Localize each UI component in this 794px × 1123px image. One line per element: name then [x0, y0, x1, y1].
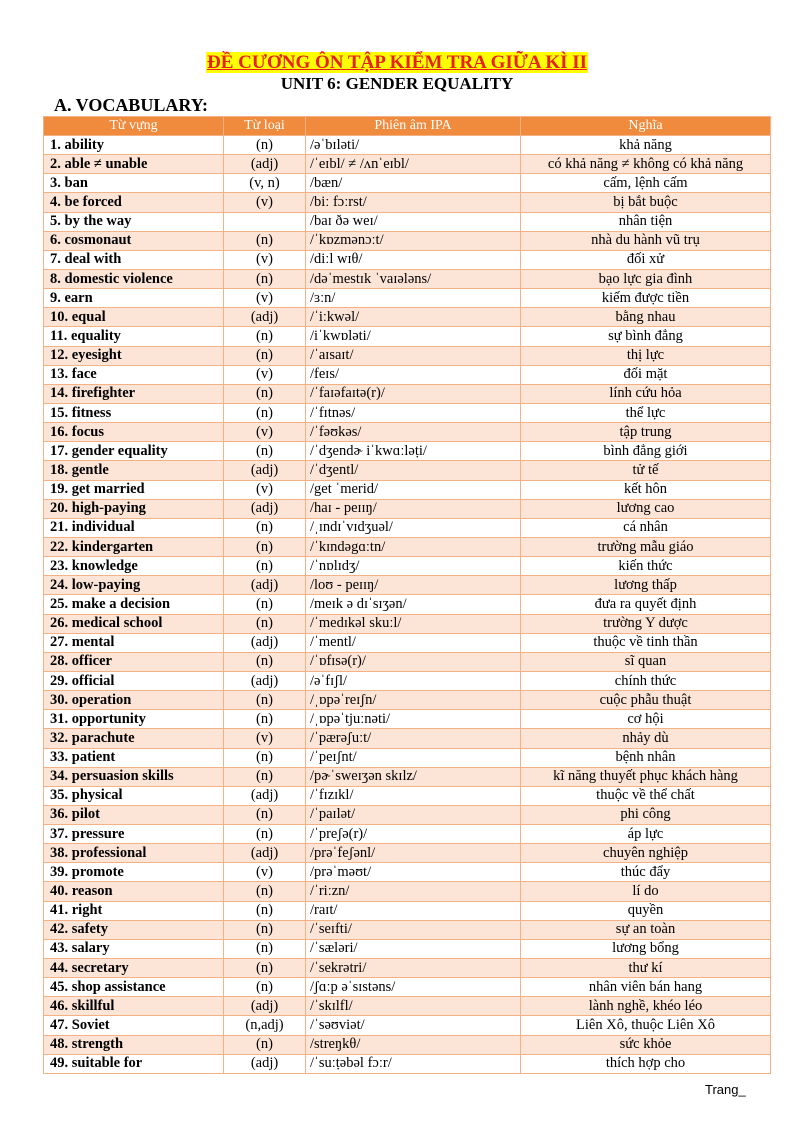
- table-row: [44, 671, 771, 690]
- section-heading: A. VOCABULARY:: [54, 95, 209, 115]
- meaning: sự an toàn: [521, 920, 771, 939]
- ipa-transcription: /bæn/: [306, 174, 521, 193]
- vocab-word: 49. suitable for: [44, 1054, 224, 1073]
- vocab-word: 40. reason: [44, 882, 224, 901]
- table-row: [44, 174, 771, 193]
- ipa-transcription: /ˈsekrətri/: [306, 959, 521, 978]
- part-of-speech: (n): [224, 901, 306, 920]
- vocab-word: 32. parachute: [44, 729, 224, 748]
- ipa-transcription: /ˈseɪfti/: [306, 920, 521, 939]
- table-row: [44, 748, 771, 767]
- part-of-speech: (n): [224, 767, 306, 786]
- meaning: trường mẫu giáo: [521, 537, 771, 556]
- table-row: [44, 423, 771, 442]
- column-header-ipa: Phiên âm IPA: [306, 117, 521, 136]
- meaning: lí do: [521, 882, 771, 901]
- table-row: [44, 939, 771, 958]
- ipa-transcription: /ʃɑːp əˈsɪstəns/: [306, 978, 521, 997]
- table-row: [44, 978, 771, 997]
- table-row: [44, 595, 771, 614]
- table-row: [44, 193, 771, 212]
- part-of-speech: (n): [224, 537, 306, 556]
- vocab-word: 27. mental: [44, 633, 224, 652]
- table-row: [44, 825, 771, 844]
- part-of-speech: (n): [224, 805, 306, 824]
- unit-subtitle: UNIT 6: GENDER EQUALITY: [280, 74, 514, 93]
- meaning: tử tế: [521, 461, 771, 480]
- vocab-word: 28. officer: [44, 652, 224, 671]
- meaning: nhà du hành vũ trụ: [521, 231, 771, 250]
- part-of-speech: (adj): [224, 576, 306, 595]
- part-of-speech: (n): [224, 652, 306, 671]
- table-row: [44, 882, 771, 901]
- meaning: sĩ quan: [521, 652, 771, 671]
- meaning: thuộc về thể chất: [521, 786, 771, 805]
- table-row: [44, 557, 771, 576]
- meaning: thích hợp cho: [521, 1054, 771, 1073]
- meaning: áp lực: [521, 825, 771, 844]
- vocab-word: 31. opportunity: [44, 710, 224, 729]
- table-row: [44, 212, 771, 231]
- part-of-speech: (n): [224, 825, 306, 844]
- vocab-word: 45. shop assistance: [44, 978, 224, 997]
- vocab-word: 37. pressure: [44, 825, 224, 844]
- part-of-speech: (v): [224, 423, 306, 442]
- vocabulary-table-body: [44, 136, 771, 1074]
- meaning: khả năng: [521, 136, 771, 155]
- vocab-word: 11. equality: [44, 327, 224, 346]
- ipa-transcription: /meɪk ə dɪˈsɪʒən/: [306, 595, 521, 614]
- column-header-pos: Từ loại: [224, 117, 306, 136]
- document-title-text: ĐỀ CƯƠNG ÔN TẬP KIỂM TRA GIỮA KÌ II: [206, 52, 588, 73]
- part-of-speech: (adj): [224, 308, 306, 327]
- meaning: chuyên nghiệp: [521, 844, 771, 863]
- table-row: [44, 997, 771, 1016]
- part-of-speech: (v): [224, 480, 306, 499]
- vocab-word: 24. low-paying: [44, 576, 224, 595]
- meaning: nhân tiện: [521, 212, 771, 231]
- meaning: lương thấp: [521, 576, 771, 595]
- vocab-word: 36. pilot: [44, 805, 224, 824]
- ipa-transcription: /ˈdʒentl/: [306, 461, 521, 480]
- table-row: [44, 729, 771, 748]
- meaning: kĩ năng thuyết phục khách hàng: [521, 767, 771, 786]
- table-row: [44, 403, 771, 422]
- ipa-transcription: /pɚˈsweɪʒən skɪlz/: [306, 767, 521, 786]
- part-of-speech: (adj): [224, 844, 306, 863]
- table-row: [44, 480, 771, 499]
- meaning: tập trung: [521, 423, 771, 442]
- part-of-speech: (v): [224, 193, 306, 212]
- part-of-speech: (n,adj): [224, 1016, 306, 1035]
- part-of-speech: (n): [224, 691, 306, 710]
- part-of-speech: (n): [224, 136, 306, 155]
- ipa-transcription: /haɪ - peɪɪŋ/: [306, 499, 521, 518]
- part-of-speech: (v): [224, 863, 306, 882]
- table-row: [44, 346, 771, 365]
- ipa-transcription: /ˈiːkwəl/: [306, 308, 521, 327]
- meaning: đưa ra quyết định: [521, 595, 771, 614]
- part-of-speech: (v): [224, 365, 306, 384]
- ipa-transcription: /ˈkɪndəgɑːtn/: [306, 537, 521, 556]
- ipa-transcription: /ˈkɒzmənɔːt/: [306, 231, 521, 250]
- vocab-word: 29. official: [44, 671, 224, 690]
- vocab-word: 42. safety: [44, 920, 224, 939]
- part-of-speech: (n): [224, 882, 306, 901]
- ipa-transcription: /prəˈfeʃənl/: [306, 844, 521, 863]
- meaning: nhân viên bán hang: [521, 978, 771, 997]
- table-row: [44, 499, 771, 518]
- ipa-transcription: /ˈmentl/: [306, 633, 521, 652]
- meaning: bệnh nhân: [521, 748, 771, 767]
- meaning: bình đẳng giới: [521, 442, 771, 461]
- vocab-word: 8. domestic violence: [44, 269, 224, 288]
- meaning: bị bắt buộc: [521, 193, 771, 212]
- meaning: bạo lực gia đình: [521, 269, 771, 288]
- table-row: [44, 633, 771, 652]
- table-row: [44, 384, 771, 403]
- vocab-word: 10. equal: [44, 308, 224, 327]
- vocab-word: 20. high-paying: [44, 499, 224, 518]
- part-of-speech: (n): [224, 557, 306, 576]
- table-row: [44, 327, 771, 346]
- table-row: [44, 250, 771, 269]
- meaning: nhảy dù: [521, 729, 771, 748]
- table-row: [44, 518, 771, 537]
- vocab-word: 16. focus: [44, 423, 224, 442]
- table-row: [44, 767, 771, 786]
- vocab-word: 7. deal with: [44, 250, 224, 269]
- meaning: cơ hội: [521, 710, 771, 729]
- vocab-word: 25. make a decision: [44, 595, 224, 614]
- ipa-transcription: /ˌɒpəˈreɪʃn/: [306, 691, 521, 710]
- meaning: thể lực: [521, 403, 771, 422]
- part-of-speech: (n): [224, 595, 306, 614]
- part-of-speech: (n): [224, 327, 306, 346]
- part-of-speech: (n): [224, 614, 306, 633]
- ipa-transcription: /get ˈmerid/: [306, 480, 521, 499]
- vocab-word: 26. medical school: [44, 614, 224, 633]
- page-number-label: Trang_: [705, 1082, 746, 1097]
- part-of-speech: (n): [224, 346, 306, 365]
- part-of-speech: (n): [224, 442, 306, 461]
- vocab-word: 34. persuasion skills: [44, 767, 224, 786]
- ipa-transcription: /ˈfəʊkəs/: [306, 423, 521, 442]
- ipa-transcription: /ˈaɪsaɪt/: [306, 346, 521, 365]
- vocab-word: 12. eyesight: [44, 346, 224, 365]
- table-row: [44, 1016, 771, 1035]
- vocab-word: 19. get married: [44, 480, 224, 499]
- ipa-transcription: /baɪ ðə weɪ/: [306, 212, 521, 231]
- part-of-speech: (n): [224, 403, 306, 422]
- table-row: [44, 308, 771, 327]
- meaning: kiếm được tiền: [521, 289, 771, 308]
- part-of-speech: (n): [224, 920, 306, 939]
- ipa-transcription: /ɜːn/: [306, 289, 521, 308]
- ipa-transcription: /ˈsəʊviət/: [306, 1016, 521, 1035]
- table-row: [44, 231, 771, 250]
- vocab-word: 4. be forced: [44, 193, 224, 212]
- part-of-speech: (v): [224, 289, 306, 308]
- column-header-word: Từ vựng: [44, 117, 224, 136]
- vocab-word: 30. operation: [44, 691, 224, 710]
- part-of-speech: (n): [224, 269, 306, 288]
- ipa-transcription: /ˈdʒendɚ iˈkwɑːləṭi/: [306, 442, 521, 461]
- vocab-word: 1. ability: [44, 136, 224, 155]
- part-of-speech: (n): [224, 518, 306, 537]
- meaning: thúc đẩy: [521, 863, 771, 882]
- meaning: cuộc phẫu thuật: [521, 691, 771, 710]
- ipa-transcription: /ˈnɒlɪdʒ/: [306, 557, 521, 576]
- vocab-word: 9. earn: [44, 289, 224, 308]
- ipa-transcription: /biː fɔːrst/: [306, 193, 521, 212]
- part-of-speech: (adj): [224, 499, 306, 518]
- ipa-transcription: /ˈpeɪʃnt/: [306, 748, 521, 767]
- table-row: [44, 844, 771, 863]
- part-of-speech: (n): [224, 959, 306, 978]
- vocab-word: 17. gender equality: [44, 442, 224, 461]
- part-of-speech: (v): [224, 250, 306, 269]
- part-of-speech: (n): [224, 1035, 306, 1054]
- table-row: [44, 269, 771, 288]
- meaning: phi công: [521, 805, 771, 824]
- table-row: [44, 136, 771, 155]
- ipa-transcription: /ˈpreʃə(r)/: [306, 825, 521, 844]
- column-header-meaning: Nghĩa: [521, 117, 771, 136]
- table-row: [44, 1035, 771, 1054]
- table-row: [44, 652, 771, 671]
- ipa-transcription: /ˈmedɪkəl skuːl/: [306, 614, 521, 633]
- part-of-speech: (adj): [224, 633, 306, 652]
- table-row: [44, 576, 771, 595]
- vocab-word: 35. physical: [44, 786, 224, 805]
- part-of-speech: (v, n): [224, 174, 306, 193]
- table-row: [44, 461, 771, 480]
- meaning: kết hôn: [521, 480, 771, 499]
- meaning: thị lực: [521, 346, 771, 365]
- ipa-transcription: /diːl wɪθ/: [306, 250, 521, 269]
- ipa-transcription: /loʊ - peɪɪŋ/: [306, 576, 521, 595]
- ipa-transcription: /ˈsuːṭəbəl fɔːr/: [306, 1054, 521, 1073]
- part-of-speech: (adj): [224, 786, 306, 805]
- vocab-word: 21. individual: [44, 518, 224, 537]
- vocab-word: 22. kindergarten: [44, 537, 224, 556]
- part-of-speech: [224, 212, 306, 231]
- table-row: [44, 901, 771, 920]
- table-row: [44, 365, 771, 384]
- table-row: [44, 614, 771, 633]
- meaning: đối mặt: [521, 365, 771, 384]
- vocab-word: 43. salary: [44, 939, 224, 958]
- meaning: đối xử: [521, 250, 771, 269]
- table-row: [44, 289, 771, 308]
- ipa-transcription: /ˈfaɪəfaɪtə(r)/: [306, 384, 521, 403]
- table-row: [44, 805, 771, 824]
- part-of-speech: (n): [224, 939, 306, 958]
- vocab-word: 44. secretary: [44, 959, 224, 978]
- vocab-word: 38. professional: [44, 844, 224, 863]
- ipa-transcription: /raɪt/: [306, 901, 521, 920]
- part-of-speech: (n): [224, 231, 306, 250]
- vocab-word: 47. Soviet: [44, 1016, 224, 1035]
- vocab-word: 39. promote: [44, 863, 224, 882]
- table-row: [44, 920, 771, 939]
- table-row: [44, 537, 771, 556]
- vocab-word: 6. cosmonaut: [44, 231, 224, 250]
- ipa-transcription: /iˈkwɒləti/: [306, 327, 521, 346]
- ipa-transcription: /əˈfɪʃl/: [306, 671, 521, 690]
- vocabulary-table: [43, 116, 771, 1074]
- vocab-word: 15. fitness: [44, 403, 224, 422]
- meaning: thuộc về tinh thần: [521, 633, 771, 652]
- ipa-transcription: /ˈɒfɪsə(r)/: [306, 652, 521, 671]
- meaning: quyền: [521, 901, 771, 920]
- meaning: Liên Xô, thuộc Liên Xô: [521, 1016, 771, 1035]
- part-of-speech: (adj): [224, 1054, 306, 1073]
- table-row: [44, 155, 771, 174]
- meaning: thư kí: [521, 959, 771, 978]
- table-row: [44, 786, 771, 805]
- ipa-transcription: /ˈfɪtnəs/: [306, 403, 521, 422]
- meaning: cá nhân: [521, 518, 771, 537]
- vocab-word: 3. ban: [44, 174, 224, 193]
- ipa-transcription: /feɪs/: [306, 365, 521, 384]
- table-header-row: [44, 117, 771, 136]
- meaning: lành nghề, khéo léo: [521, 997, 771, 1016]
- vocab-word: 33. patient: [44, 748, 224, 767]
- meaning: cấm, lệnh cấm: [521, 174, 771, 193]
- ipa-transcription: /dəˈmestɪk ˈvaɪələns/: [306, 269, 521, 288]
- ipa-transcription: /prəˈməʊt/: [306, 863, 521, 882]
- meaning: có khả năng ≠ không có khả năng: [521, 155, 771, 174]
- ipa-transcription: /ˈskɪlfl/: [306, 997, 521, 1016]
- ipa-transcription: /ˈriːzn/: [306, 882, 521, 901]
- part-of-speech: (n): [224, 748, 306, 767]
- meaning: chính thức: [521, 671, 771, 690]
- part-of-speech: (adj): [224, 461, 306, 480]
- part-of-speech: (adj): [224, 155, 306, 174]
- part-of-speech: (adj): [224, 671, 306, 690]
- table-row: [44, 710, 771, 729]
- meaning: lương cao: [521, 499, 771, 518]
- ipa-transcription: /ˌɪndɪˈvɪdʒuəl/: [306, 518, 521, 537]
- ipa-transcription: /ˌɒpəˈtjuːnəti/: [306, 710, 521, 729]
- meaning: bằng nhau: [521, 308, 771, 327]
- vocab-word: 46. skillful: [44, 997, 224, 1016]
- meaning: kiến thức: [521, 557, 771, 576]
- part-of-speech: (n): [224, 384, 306, 403]
- meaning: sức khỏe: [521, 1035, 771, 1054]
- vocab-word: 13. face: [44, 365, 224, 384]
- table-row: [44, 442, 771, 461]
- meaning: lương bổng: [521, 939, 771, 958]
- vocab-word: 41. right: [44, 901, 224, 920]
- part-of-speech: (n): [224, 978, 306, 997]
- meaning: sự bình đẳng: [521, 327, 771, 346]
- table-row: [44, 691, 771, 710]
- meaning: lính cứu hỏa: [521, 384, 771, 403]
- ipa-transcription: /ˈpærəʃuːt/: [306, 729, 521, 748]
- table-row: [44, 959, 771, 978]
- part-of-speech: (v): [224, 729, 306, 748]
- part-of-speech: (n): [224, 710, 306, 729]
- table-row: [44, 863, 771, 882]
- ipa-transcription: /ˈeɪbl/ ≠ /ʌnˈeɪbl/: [306, 155, 521, 174]
- ipa-transcription: /streŋkθ/: [306, 1035, 521, 1054]
- document-title: [0, 52, 794, 74]
- meaning: trường Y dược: [521, 614, 771, 633]
- ipa-transcription: /ˈfɪzɪkl/: [306, 786, 521, 805]
- vocab-word: 14. firefighter: [44, 384, 224, 403]
- table-row: [44, 1054, 771, 1073]
- ipa-transcription: /ˈpaɪlət/: [306, 805, 521, 824]
- vocab-word: 48. strength: [44, 1035, 224, 1054]
- vocab-word: 18. gentle: [44, 461, 224, 480]
- ipa-transcription: /ˈsæləri/: [306, 939, 521, 958]
- ipa-transcription: /əˈbɪləti/: [306, 136, 521, 155]
- vocab-word: 2. able ≠ unable: [44, 155, 224, 174]
- vocab-word: 5. by the way: [44, 212, 224, 231]
- vocab-word: 23. knowledge: [44, 557, 224, 576]
- part-of-speech: (adj): [224, 997, 306, 1016]
